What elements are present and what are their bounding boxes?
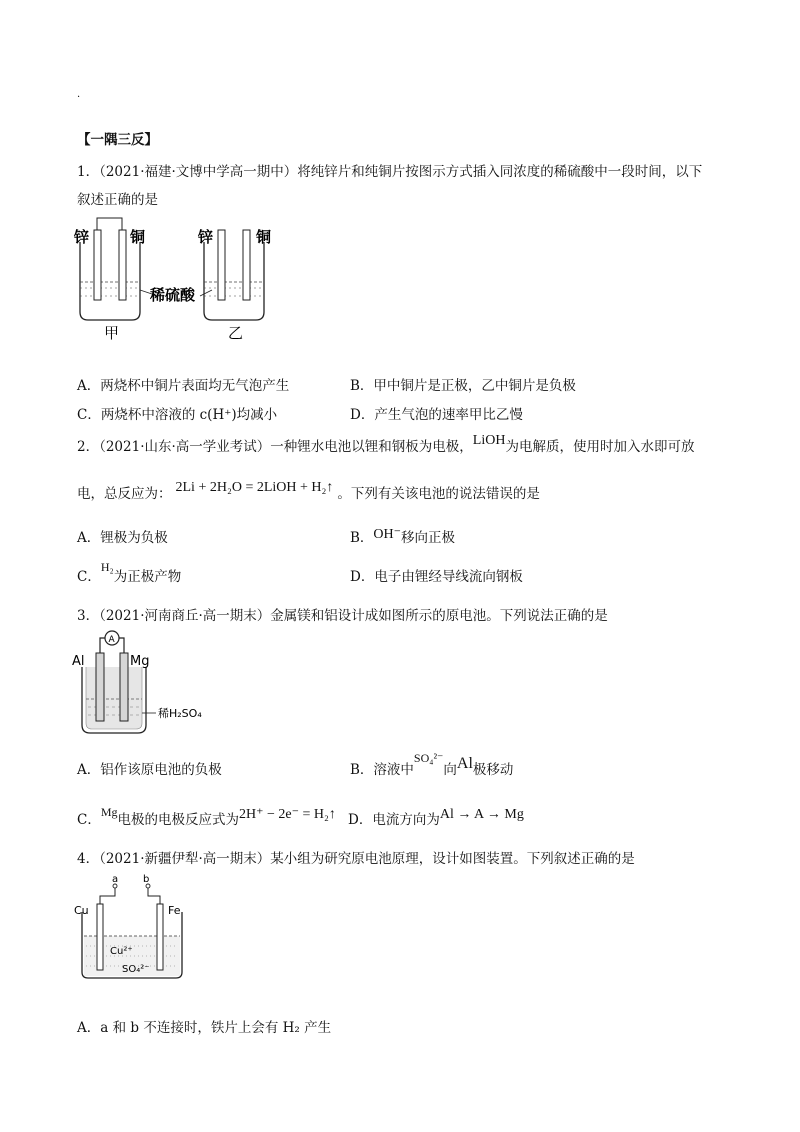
q2-option-d: D．电子由锂经导线流向钢板 <box>350 569 523 585</box>
formula-current-direction: Al → A → Mg <box>439 807 524 822</box>
fe-electrode <box>157 904 163 970</box>
label-zinc-2: 锌 <box>198 228 214 246</box>
q1-option-c: C．两烧杯中溶液的 c(H⁺)均减小 <box>77 407 278 423</box>
q4-cell-diagram <box>72 868 202 984</box>
q3-option-b: B．溶液中SO₄²⁻向Al极移动 <box>350 751 514 778</box>
q4-stem-line1: 4．（2021·新疆伊犁·高一期末）某小组为研究原电池原理，设计如图装置。下列叙述正确的是 <box>77 851 635 867</box>
q2-option-c: C．H₂为正极产物 <box>77 560 182 585</box>
cu-electrode <box>97 904 103 970</box>
q4-option-a: A．a 和 b 不连接时，铁片上会有 H₂ 产生 <box>77 1020 332 1036</box>
al-electrode <box>96 653 104 721</box>
formula-sulfate: SO₄²⁻ <box>413 751 444 765</box>
q2-option-a: A．锂极为负极 <box>77 530 168 546</box>
q3-stem-line1: 3．（2021·河南商丘·高一期末）金属镁和铝设计成如图所示的原电池。下列说法正确的是 <box>77 608 608 624</box>
q3-cell-diagram <box>70 625 230 740</box>
page-mark: · <box>77 92 81 103</box>
q3-option-a: A．铝作该原电池的负极 <box>77 762 222 778</box>
q1-stem-line1: 1．（2021·福建·文博中学高一期中）将纯锌片和纯铜片按图示方式插入同浓度的稀硫酸中一段时间，以下 <box>77 164 703 180</box>
label-terminal-a: a <box>112 874 119 885</box>
label-mg: Mg <box>130 654 150 669</box>
q2-stem-line1: 2．（2021·山东·高一学业考试）一种锂水电池以锂和钢板为电极，LiOH为电解质，使用时加入水即可放 <box>77 433 695 455</box>
q1-option-b: B．甲中铜片是正极，乙中铜片是负极 <box>350 378 576 394</box>
label-cu: Cu <box>74 904 89 917</box>
q1-option-d: D．产生气泡的速率甲比乙慢 <box>350 407 523 423</box>
q2-stem-line2: 电，总反应为： 2Li + 2H₂O = 2LiOH + H₂↑ 。下列有关该电池的说法错误的是 <box>77 480 540 502</box>
label-acid: 稀硫酸 <box>150 286 196 304</box>
label-cu2-ion: Cu²⁺ <box>110 946 133 957</box>
label-yi: 乙 <box>228 324 244 342</box>
q1-beaker-diagram <box>72 212 282 342</box>
label-dilute-acid: 稀H₂SO₄ <box>158 707 202 720</box>
formula-electrode-reaction: 2H⁺ − 2e⁻ = H₂↑ <box>239 807 336 822</box>
label-copper-1: 铜 <box>130 228 146 246</box>
formula-oh: OH⁻ <box>373 527 402 542</box>
mg-electrode <box>120 653 128 721</box>
q2-option-b: B．OH⁻移向正极 <box>350 527 456 546</box>
q1-stem-line2: 叙述正确的是 <box>77 192 158 208</box>
label-jia: 甲 <box>104 324 120 342</box>
label-copper-2: 铜 <box>256 228 272 246</box>
formula-al: Al <box>456 755 473 772</box>
q1-option-a: A．两烧杯中铜片表面均无气泡产生 <box>77 378 290 394</box>
q3-option-d: D．电流方向为Al → A → Mg <box>348 807 524 828</box>
section-title: 【一隅三反】 <box>77 132 158 148</box>
formula-h2: H₂ <box>100 560 114 574</box>
formula-total-reaction: 2Li + 2H₂O = 2LiOH + H₂↑ <box>175 480 334 495</box>
label-so4-ion: SO₄²⁻ <box>122 964 150 975</box>
label-zinc-1: 锌 <box>74 228 90 246</box>
label-terminal-b: b <box>143 874 150 885</box>
ammeter-label: A <box>108 635 115 645</box>
label-fe: Fe <box>168 904 181 917</box>
formula-lioh: LiOH <box>472 433 506 448</box>
formula-mg: Mg <box>100 805 118 819</box>
q3-option-c: C．Mg电极的电极反应式为2H⁺ − 2e⁻ = H₂↑ <box>77 805 336 828</box>
label-al: Al <box>72 654 85 669</box>
